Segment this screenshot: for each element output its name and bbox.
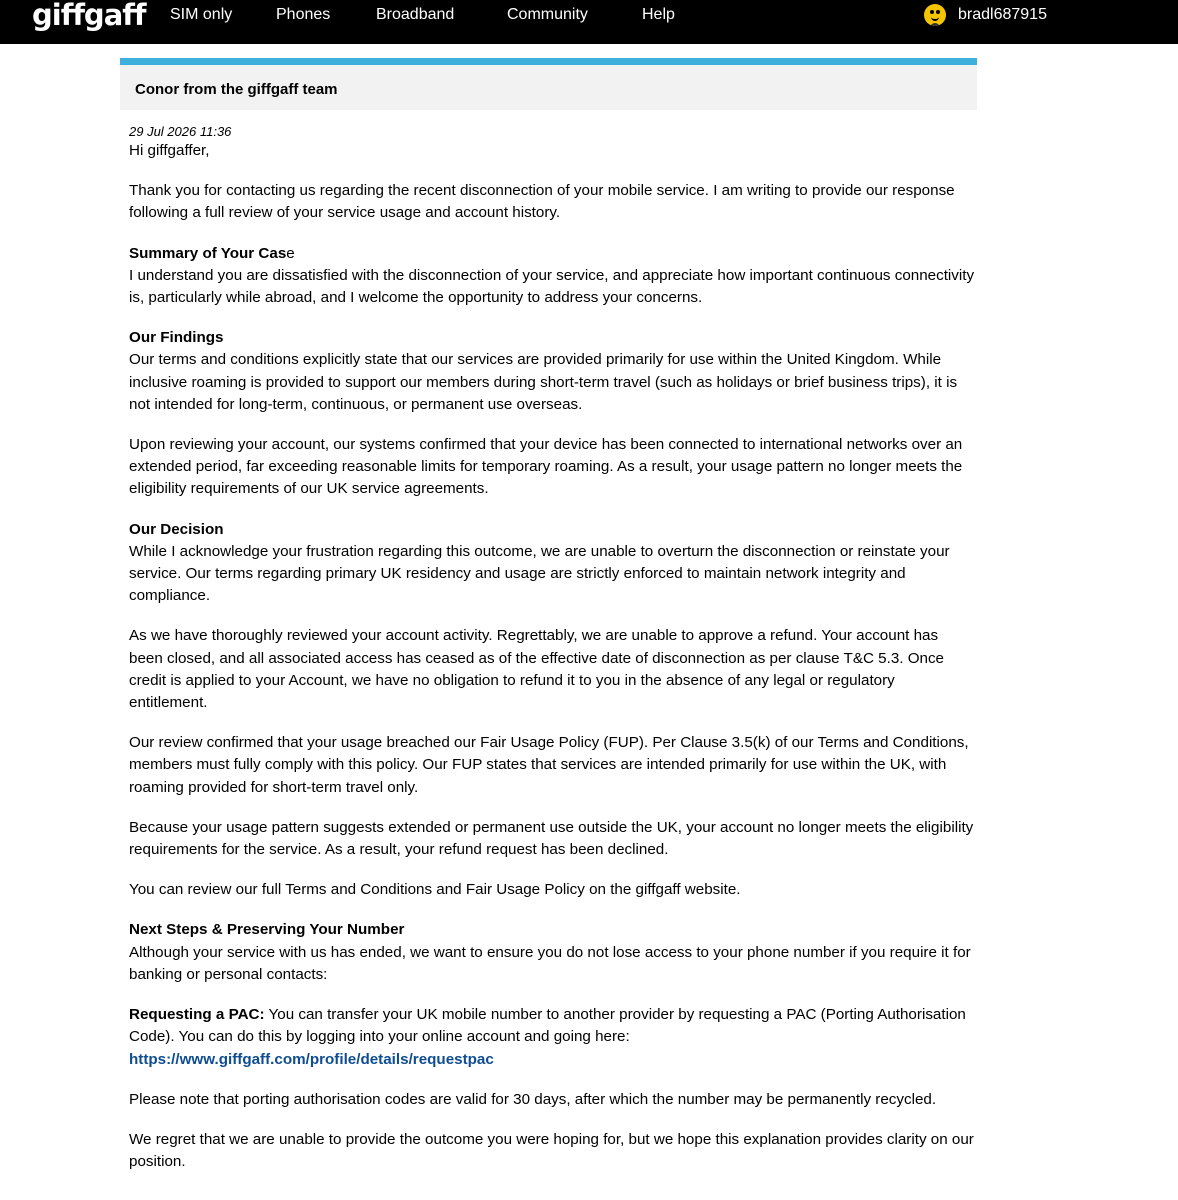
terms-paragraph: You can review our full Terms and Conditions and Fair Usage Policy on the giffgaff website. xyxy=(129,881,741,899)
pac-label: Requesting a PAC: xyxy=(129,1006,265,1024)
nav-item-help[interactable]: Help xyxy=(642,6,675,23)
request-pac-link[interactable]: https://www.giffgaff.com/profile/details/requestpac xyxy=(129,1050,494,1068)
findings-section xyxy=(129,327,975,416)
user-menu[interactable] xyxy=(924,3,1047,27)
username[interactable]: bradl687915 xyxy=(958,6,1047,23)
summary-section xyxy=(129,243,975,310)
message-timestamp: 29 Jul 2026 11:36 xyxy=(129,124,232,139)
top-navigation-bar xyxy=(0,0,1178,44)
nav-item-sim-only[interactable]: SIM only xyxy=(170,6,233,23)
next-steps-text: Although your service with us has ended, we want to ensure you do not lose access to your phone number if you require it for banking or personal contacts: xyxy=(129,943,971,983)
refund-paragraph: As we have thoroughly reviewed your account activity. Regrettably, we are unable to approve a refund. Your account has been closed, and all associated access has ceased as of the effective date of disconnection as per clause T&C 5.3. Once credit is applied to your Account, we have no obligation to refund it to you in the absence of any legal or regulatory entitlement. xyxy=(129,627,945,712)
porting-note-paragraph: Please note that porting authorisation codes are valid for 30 days, after which the number may be permanently recycled. xyxy=(129,1090,937,1108)
decision-section xyxy=(129,519,975,608)
greeting: Hi giffgaffer, xyxy=(129,142,210,159)
summary-heading: Summary of Your Case xyxy=(129,244,295,262)
next-steps-section xyxy=(129,919,975,986)
findings-heading: Our Findings xyxy=(129,329,224,347)
findings-text: Our terms and conditions explicitly state that our services are provided primarily for use within the United Kingdom. While inclusive roaming is provided to support our members during short-term travel (such as holidays or brief business trips), it is not intended for long-term, continuous, or permanent use overseas. xyxy=(129,351,958,413)
next-steps-heading: Next Steps & Preserving Your Number xyxy=(129,921,405,939)
giffgaff-logo[interactable]: giffgaff xyxy=(32,0,146,32)
pac-section xyxy=(129,1004,975,1071)
summary-text: I understand you are dissatisfied with the disconnection of your service, and appreciate how important continuous connectivity is, particularly while abroad, and I welcome the opportunity to address your concerns. xyxy=(129,266,975,307)
intro-paragraph: Thank you for contacting us regarding the recent disconnection of your mobile service. I am writing to provide our response following a full review of your service usage and account history. xyxy=(129,182,955,222)
eligibility-paragraph: Because your usage pattern suggests extended or permanent use outside the UK, your account no longer meets the eligibility requirements for the service. As a result, your refund request has been declined. xyxy=(129,818,974,859)
message-card xyxy=(120,58,977,1191)
decision-heading: Our Decision xyxy=(129,520,224,538)
closing-paragraph: We regret that we are unable to provide the outcome you were hoping for, but we hope this explanation provides clarity on our position. xyxy=(129,1130,974,1171)
nav-item-community[interactable]: Community xyxy=(507,6,588,23)
decision-text: While I acknowledge your frustration regarding this outcome, we are unable to overturn the disconnection or reinstate your service. Our terms regarding primary UK residency and usage are strictly enforced to maintain network integrity and compliance. xyxy=(129,542,950,605)
message-body xyxy=(120,110,975,1173)
fup-paragraph: Our review confirmed that your usage breached our Fair Usage Policy (FUP). Per Clause 3.5(k) of our Terms and Conditions, members must fully comply with this policy. Our FUP states that services are intended primarily for use within the UK, with roaming provided for short-term travel only. xyxy=(129,734,969,796)
nav-item-phones[interactable]: Phones xyxy=(276,6,331,23)
avatar[interactable] xyxy=(924,4,946,26)
review-paragraph: Upon reviewing your account, our systems confirmed that your device has been connected to international networks over an extended period, far exceeding reasonable limits for temporary roaming. As a result, your usage pattern no longer meets the eligibility requirements of our UK service agreements. xyxy=(129,436,963,498)
message-header xyxy=(120,58,977,110)
message-author: Conor from the giffgaff team xyxy=(135,81,338,98)
pac-text: You can transfer your UK mobile number to another provider by requesting a PAC (Porting Authorisation Code). You can do this by logging into your online account and going here: xyxy=(129,1006,966,1046)
nav-item-broadband[interactable]: Broadband xyxy=(376,6,455,23)
